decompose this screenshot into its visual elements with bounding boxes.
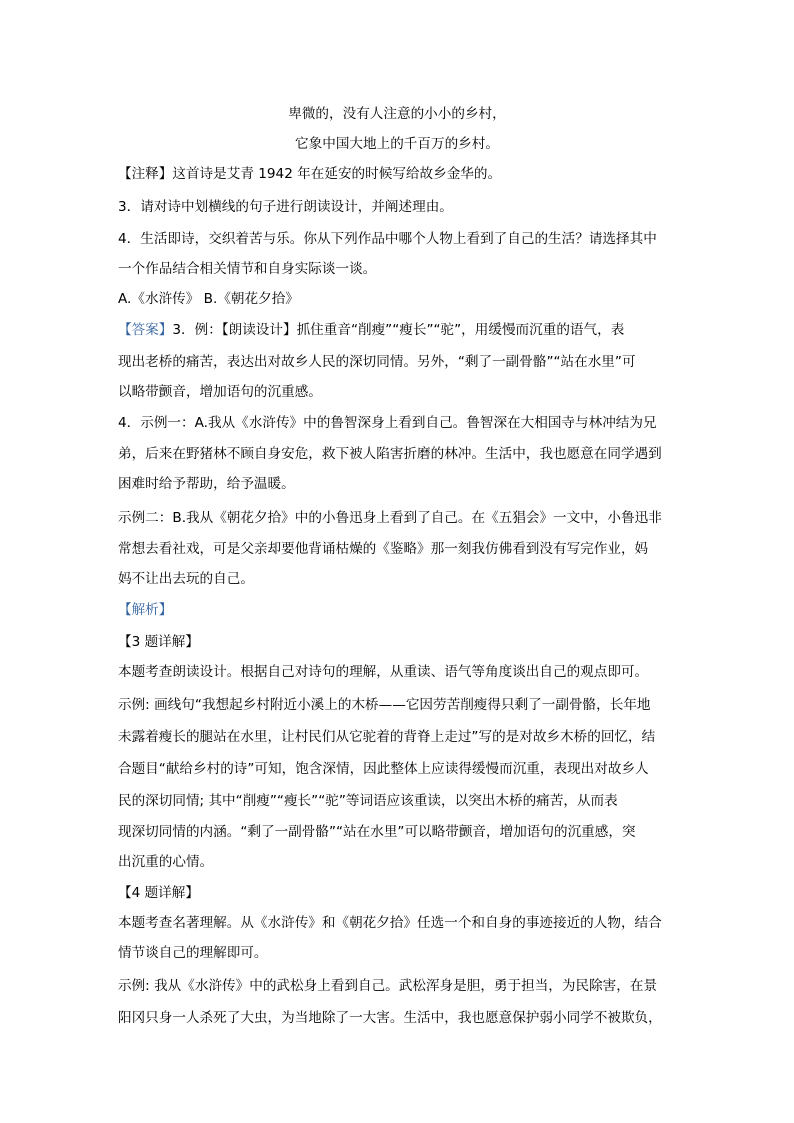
example-1-line-2: 弟，后来在野猪林不顾自身安危，救下被人陷害折磨的林冲。生活中，我也愿意在同学遇到	[118, 446, 662, 462]
analysis-label: 【解析】	[118, 602, 173, 618]
answer-line-3: 以略带颤音，增加语句的沉重感。	[118, 384, 322, 400]
example-1-line-1: 4．示例一：A.我从《水浒传》中的鲁智深身上看到自己。鲁智深在大相国寺与林冲结为兄	[118, 415, 657, 431]
q3-heading: 【3 题详解】	[118, 634, 199, 650]
q3-analysis-line-6: 现深切同情的内涵。“剩了一副骨骼”“站在水里”可以略带颤音，增加语句的沉重感，突	[118, 824, 636, 840]
example-1-line-3: 困难时给予帮助，给予温暖。	[118, 476, 295, 492]
example-2-line-2: 常想去看社戏，可是父亲却要他背诵枯燥的《鉴略》那一刻我仿佛看到没有写完作业，妈	[118, 541, 649, 557]
q4-analysis-line-2: 情节谈自己的理解即可。	[118, 945, 268, 961]
question-4-line-2: 一个作品结合相关情节和自身实际谈一谈。	[118, 261, 377, 277]
q4-analysis-line-4: 阳冈只身一人杀死了大虫，为当地除了一大害。生活中，我也愿意保护弱小同学不被欺负，	[118, 1010, 662, 1026]
question-4-options: A.《水浒传》 B.《朝花夕拾》	[118, 291, 299, 307]
q3-analysis-line-3: 未露着瘦长的腿站在水里，让村民们从它驼着的背脊上走过”写的是对故乡木桥的回忆，结	[118, 729, 656, 745]
q3-analysis-line-5: 民的深切同情; 其中“削瘦”“瘦长”“驼”等词语应该重读，以突出木桥的痛苦，从而表	[118, 793, 618, 809]
q3-analysis-line-4: 合题目“献给乡村的诗”可知，饱含深情，因此整体上应读得缓慢而沉重，表现出对故乡人	[118, 761, 649, 777]
question-3: 3．请对诗中划横线的句子进行朗读设计，并阐述理由。	[118, 199, 453, 215]
q3-analysis-line-2: 示例: 画线句“我想起乡村附近小溪上的木桥——它因劳苦削瘦得只剩了一副骨骼，长年地	[118, 697, 651, 713]
q4-analysis-line-3: 示例: 我从《水浒传》中的武松身上看到自己。武松浑身是胆，勇于担当，为民除害，在景	[118, 978, 658, 994]
example-2-line-1: 示例二：B.我从《朝花夕拾》中的小鲁迅身上看到了自己。在《五猖会》一文中，小鲁迅非	[118, 510, 662, 526]
q3-analysis-line-7: 出沉重的心情。	[118, 854, 214, 870]
answer-text-1: 3．例：【朗读设计】抓住重音“削瘦”“瘦长”“驼”，用缓慢而沉重的语气，表	[172, 322, 625, 338]
answer-line-2: 现出老桥的痛苦，表达出对故乡人民的深切同情。另外，“剩了一副骨骼”“站在水里”可	[118, 354, 636, 370]
answer-label: 【答案】	[118, 322, 173, 338]
note-line	[118, 164, 683, 184]
poem-line-1: 卑微的，没有人注意的小小的乡村，	[288, 106, 506, 122]
q4-analysis-line-1: 本题考查名著理解。从《水浒传》和《朝花夕拾》任选一个和自身的事迹接近的人物，结合	[118, 915, 662, 931]
note-text: 这首诗是艾青 1942 年在延安的时候写给故乡金华的。	[172, 166, 502, 182]
example-2-line-3: 妈不让出去玩的自己。	[118, 571, 254, 587]
question-4-line-1: 4．生活即诗，交织着苦与乐。你从下列作品中哪个人物上看到了自己的生活？请选择其中	[118, 231, 657, 247]
poem-line-2: 它象中国大地上的千百万的乡村。	[295, 136, 499, 152]
q3-analysis-line-1: 本题考查朗读设计。根据自己对诗句的理解，从重读、语气等角度谈出自己的观点即可。	[118, 664, 649, 680]
answer-line-1	[118, 320, 683, 340]
q4-heading: 【4 题详解】	[118, 885, 199, 901]
note-label: 【注释】	[118, 166, 173, 182]
